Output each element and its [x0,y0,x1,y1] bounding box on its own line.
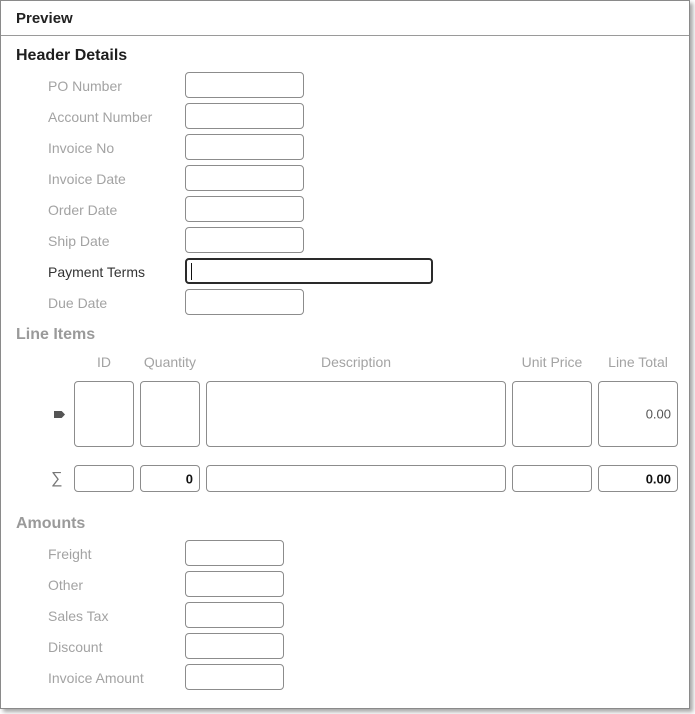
payment-terms-label: Payment Terms [48,264,145,280]
order-date-label: Order Date [48,202,118,218]
line-item-id-cell[interactable] [74,381,134,447]
freight-label: Freight [48,546,92,562]
po-number-input[interactable] [185,72,304,98]
line-item-line-total-value: 0.00 [645,406,671,422]
window-title: Preview [16,10,73,27]
po-number-label: PO Number [48,78,122,94]
total-line-total-cell [598,465,678,492]
line-item-line-total-cell[interactable] [598,381,678,447]
total-quantity-value: 0 [185,471,193,486]
sales-tax-label: Sales Tax [48,608,109,624]
account-number-input[interactable] [185,103,304,129]
due-date-label: Due Date [48,295,108,311]
total-quantity-cell [140,465,200,492]
order-date-input[interactable] [185,196,304,222]
sum-icon: ∑ [51,470,63,487]
total-id-cell [74,465,134,492]
other-label: Other [48,577,84,593]
discount-label: Discount [48,639,103,655]
invoice-date-input[interactable] [185,165,304,191]
total-unit-price-cell [512,465,592,492]
other-input[interactable] [185,571,284,597]
invoice-no-input[interactable] [185,134,304,160]
due-date-input[interactable] [185,289,304,315]
ship-date-label: Ship Date [48,233,110,249]
title-bar [1,1,689,36]
discount-input[interactable] [185,633,284,659]
total-description-cell [206,465,506,492]
invoice-amount-input[interactable] [185,664,284,690]
line-item-quantity-cell[interactable] [140,381,200,447]
text-caret [191,263,192,280]
column-header-quantity: Quantity [143,354,197,370]
amounts-title: Amounts [16,515,86,532]
freight-input[interactable] [185,540,284,566]
column-header-line-total: Line Total [608,354,668,370]
ship-date-input[interactable] [185,227,304,253]
column-header-description: Description [320,354,392,370]
row-pointer-icon [54,411,65,418]
invoice-amount-label: Invoice Amount [48,670,144,686]
column-header-unit-price: Unit Price [521,354,583,370]
payment-terms-input[interactable] [185,258,433,284]
header-details-title: Header Details [16,47,128,64]
invoice-date-label: Invoice Date [48,171,126,187]
invoice-no-label: Invoice No [48,140,115,156]
total-line-total-value: 0.00 [645,471,671,486]
column-header-id: ID [97,354,111,370]
sales-tax-input[interactable] [185,602,284,628]
line-item-description-cell[interactable] [206,381,506,447]
account-number-label: Account Number [48,109,153,125]
line-item-unit-price-cell[interactable] [512,381,592,447]
line-items-title: Line Items [16,326,96,343]
